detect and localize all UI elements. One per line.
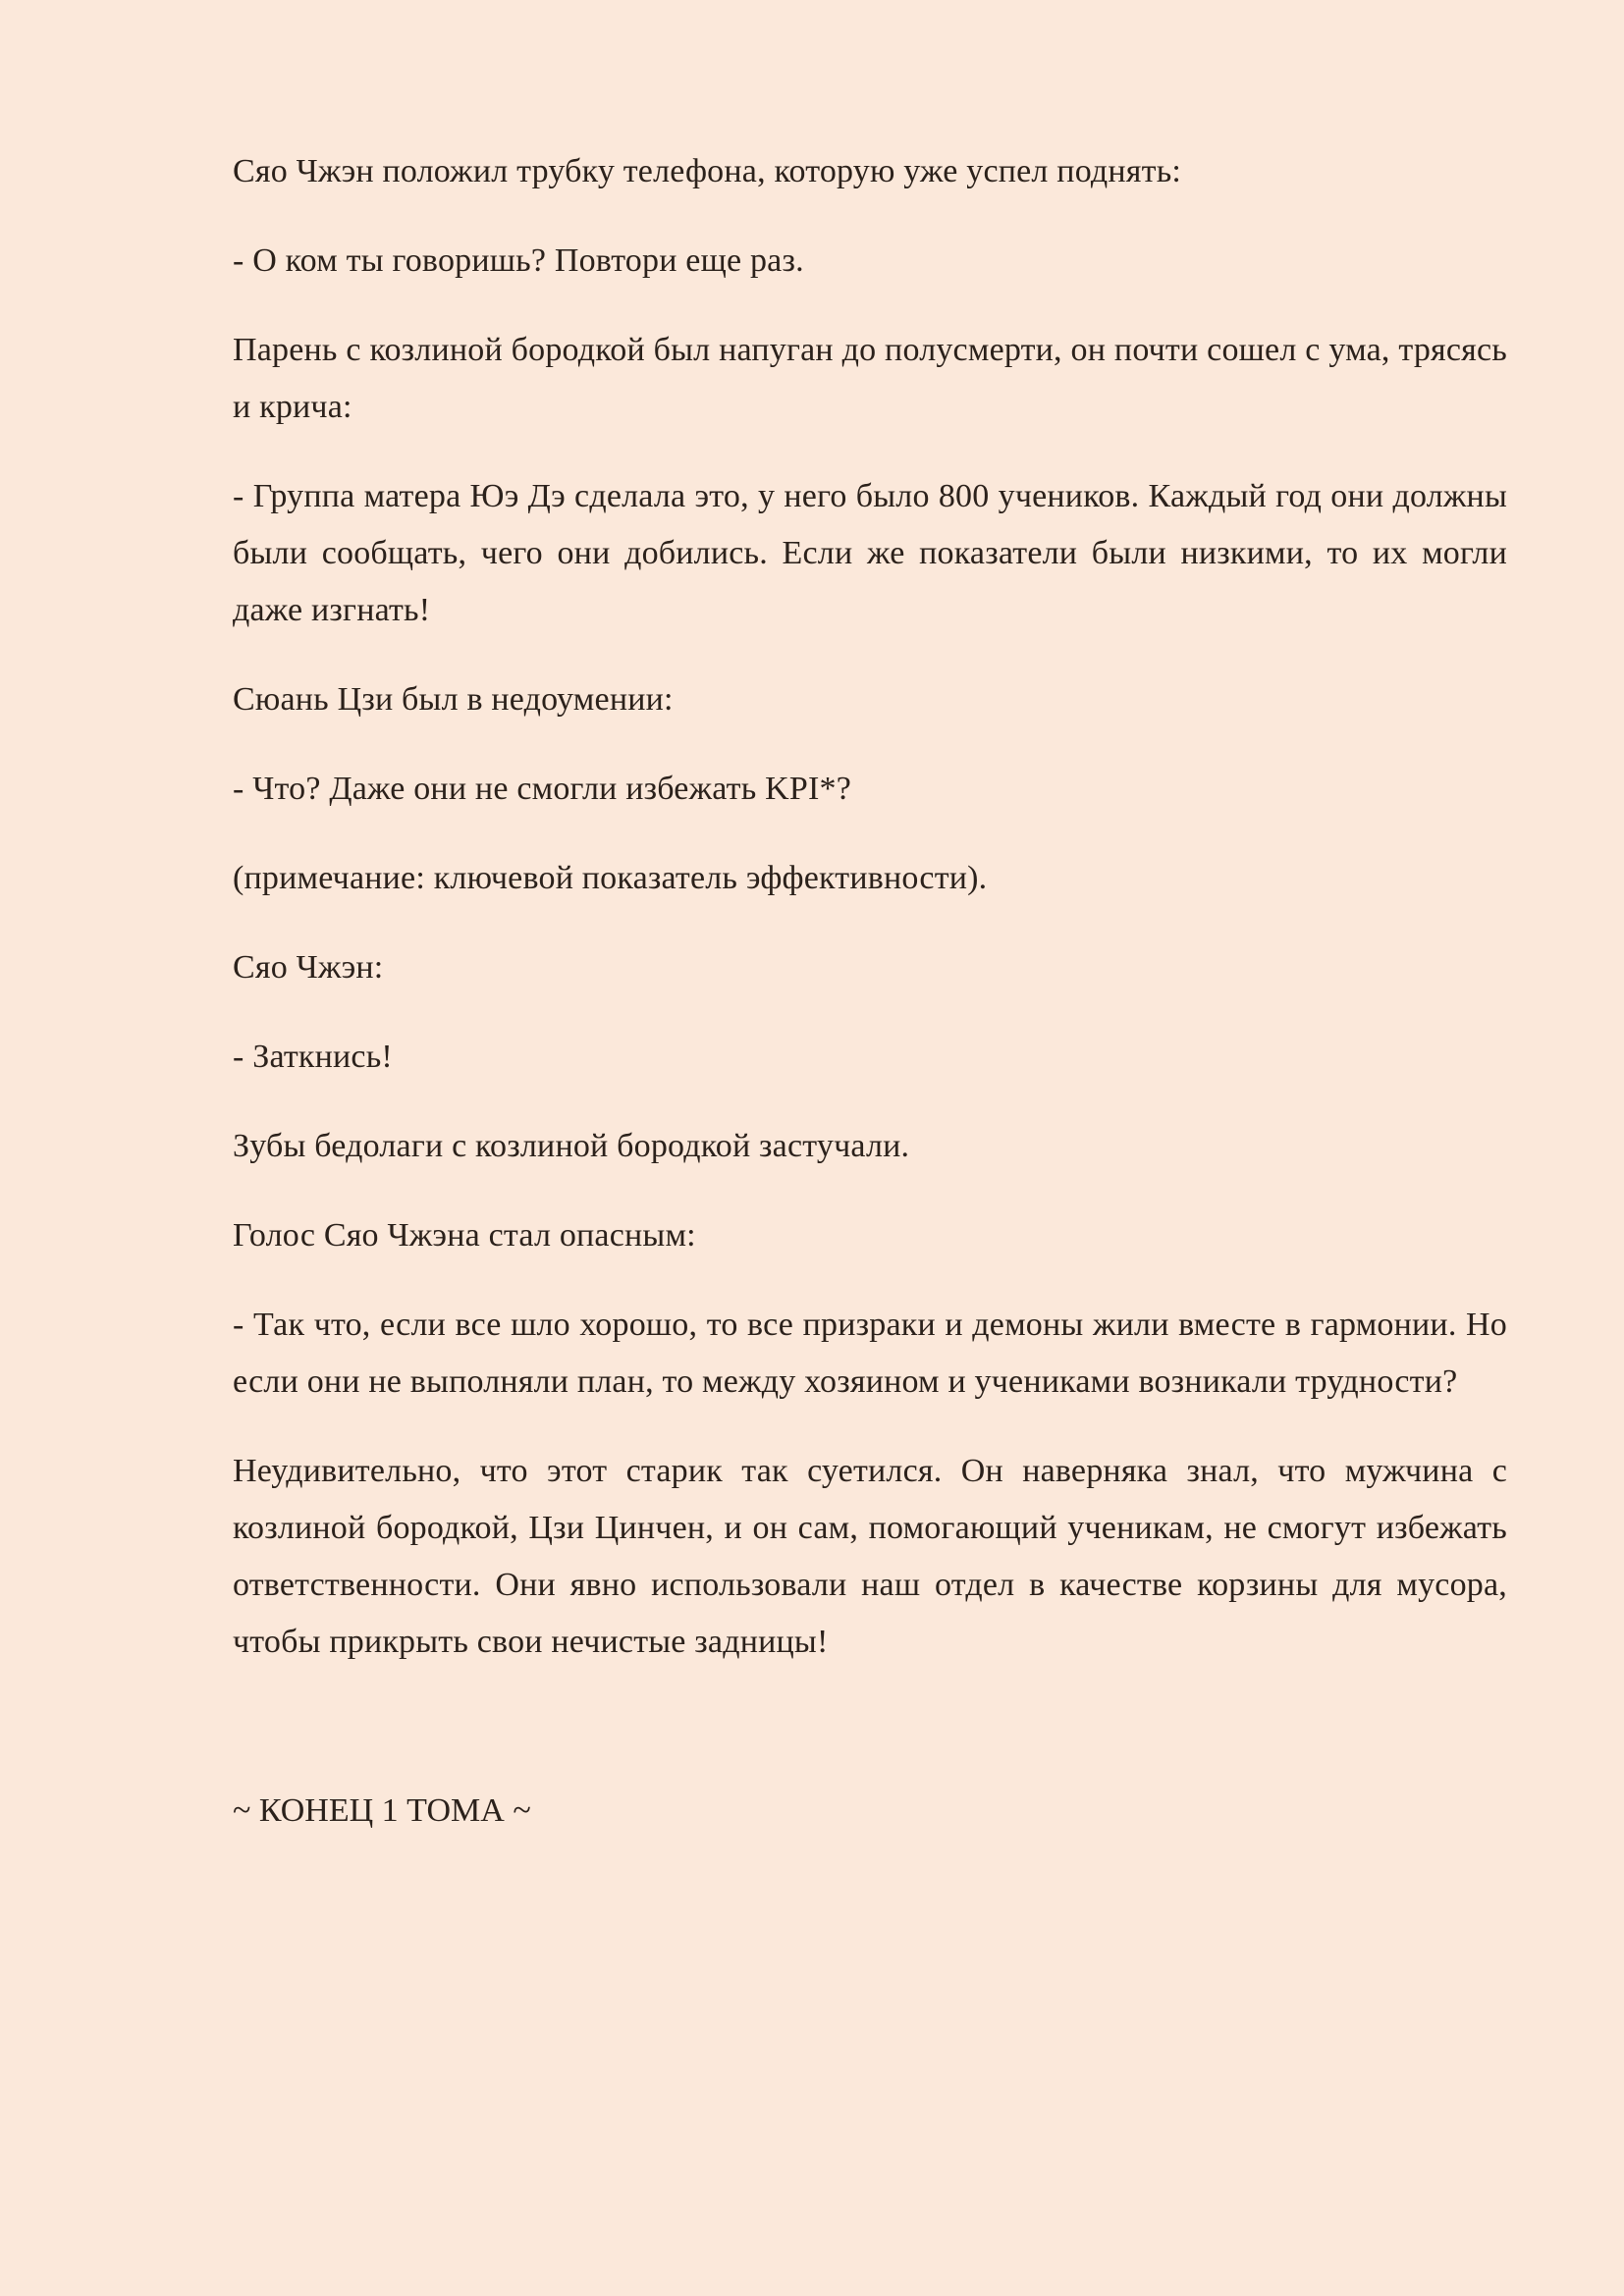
paragraph-3: Парень с козлиной бородкой был напуган до полусмерти, он почти сошел с ума, трясясь и крича:	[233, 332, 1507, 425]
paragraph-5: Сюань Цзи был в недоумении:	[233, 681, 674, 718]
text-content	[233, 143, 1507, 1671]
paragraph-9: - Заткнись!	[233, 1039, 393, 1075]
paragraph-7: (примечание: ключевой показатель эффективности).	[233, 860, 988, 896]
paragraph-11: Голос Сяо Чжэна стал опасным:	[233, 1217, 696, 1254]
volume-end-marker: ~ КОНЕЦ 1 ТОМА ~	[233, 1792, 531, 1829]
paragraph-1: Сяо Чжэн положил трубку телефона, которую уже успел поднять:	[233, 153, 1182, 189]
paragraph-6: - Что? Даже они не смогли избежать KPI*?	[233, 771, 852, 807]
paragraph-2: - О ком ты говоришь? Повтори еще раз.	[233, 242, 804, 279]
paragraph-10: Зубы бедолаги с козлиной бородкой застучали.	[233, 1128, 910, 1164]
paragraph-8: Сяо Чжэн:	[233, 949, 384, 986]
paragraph-4: - Группа матера Юэ Дэ сделала это, у него было 800 учеников. Каждый год они должны были сообщать, чего они добились. Если же показатели были низкими, то их могли даже изгнать!	[233, 478, 1507, 628]
paragraph-12: - Так что, если все шло хорошо, то все призраки и демоны жили вместе в гармонии. Но если они не выполняли план, то между хозяином и учениками возникали трудности?	[233, 1307, 1507, 1400]
paragraph-13: Неудивительно, что этот старик так суетился. Он наверняка знал, что мужчина с козлиной бородкой, Цзи Цинчен, и он сам, помогающий ученикам, не смогут избежать ответственности. Они явно использовали наш отдел в качестве корзины для мусора, чтобы прикрыть свои нечистые задницы!	[233, 1453, 1507, 1660]
